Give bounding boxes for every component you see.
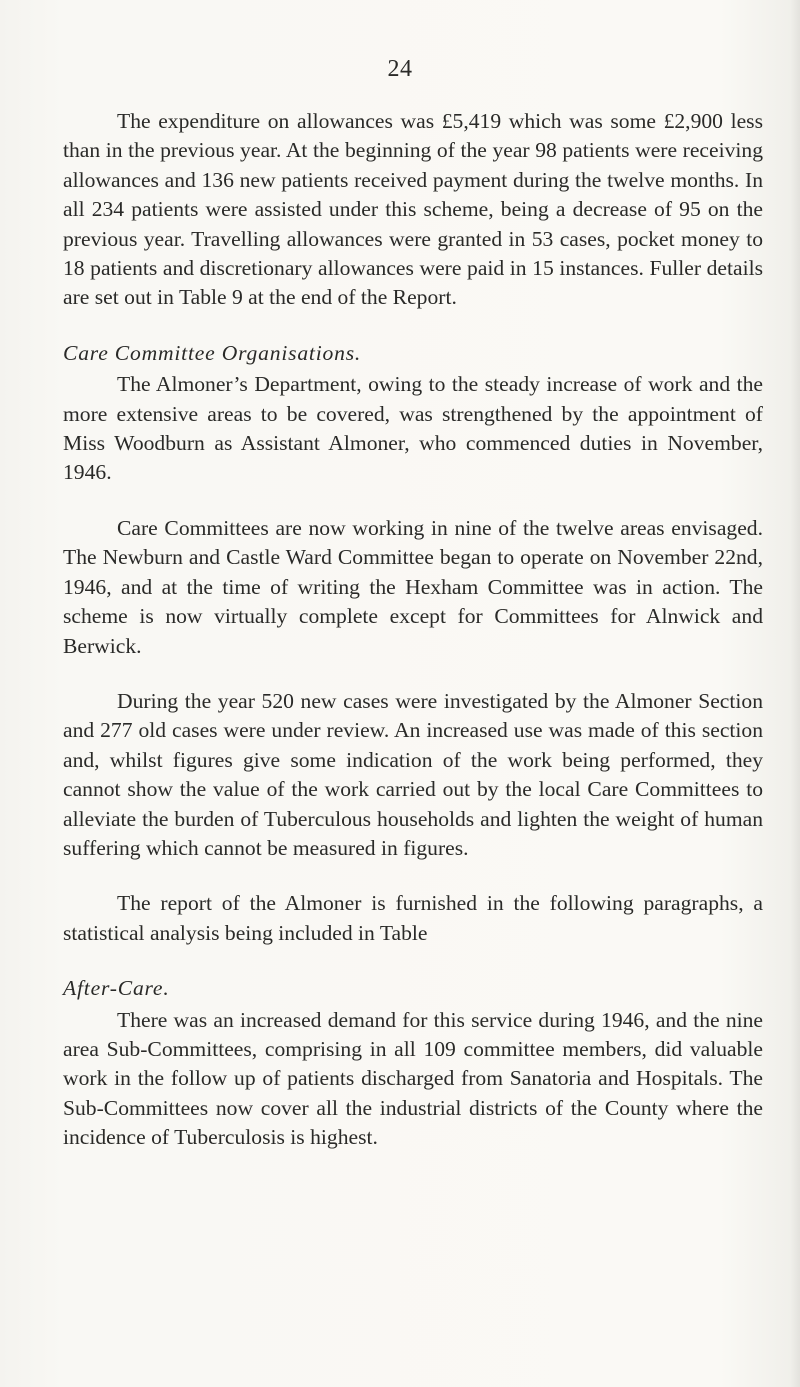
- page-edge-shadow: [790, 0, 800, 1387]
- paragraph-almoner-report: The report of the Almoner is furnished in the following paragraphs, a statistical analysis being included in Table: [63, 891, 763, 945]
- heading-after-care: After-Care.: [63, 976, 170, 1001]
- paragraph-almoners-department: The Almoner’s Department, owing to the steady increase of work and the more extensive areas to be covered, was strengthened by the appointment of Miss Woodburn as Assistant Almoner, who commenced duties in November, 1946.: [63, 372, 763, 485]
- heading-care-committee-organisations: Care Committee Organisations.: [63, 340, 362, 365]
- paragraph-care-committees: Care Committees are now working in nine of the twelve areas envisaged. The Newburn and Castle Ward Committee began to operate on November 22nd, 1946, and at the time of writing the Hexham Committee was in action. The scheme is now virtually complete except for Committees for Alnwick and Berwick.: [63, 515, 763, 658]
- paragraph-allowances: The expenditure on allowances was £5,419 which was some £2,900 less than in the previous year. At the beginning of the year 98 patients were receiving allowances and 136 new patients received payment during the twelve months. In all 234 patients were assisted under this scheme, being a decrease of 95 on the previous year. Travelling allowances were granted in 53 cases, pocket money to 18 patients and discretionary allowances were paid in 15 instances. Fuller details are set out in Table 9 at the end of the Report.: [63, 109, 763, 310]
- paragraph-after-care: There was an increased demand for this service during 1946, and the nine area Sub-Committees, comprising in all 109 committee members, did valuable work in the follow up of patients discharged from Sanatoria and Hospitals. The Sub-Committees now cover all the industrial districts of the County where the incidence of Tuberculosis is highest.: [63, 1007, 763, 1150]
- document-body: [63, 107, 763, 1153]
- paragraph-cases-investigated: During the year 520 new cases were investigated by the Almoner Section and 277 old cases were under review. An increased use was made of this section and, whilst figures give some indication of the work being performed, they cannot show the value of the work carried out by the local Care Committees to alleviate the burden of Tuberculous households and lighten the weight of human suffering which cannot be measured in figures.: [63, 688, 763, 860]
- page-number: 24: [387, 56, 413, 82]
